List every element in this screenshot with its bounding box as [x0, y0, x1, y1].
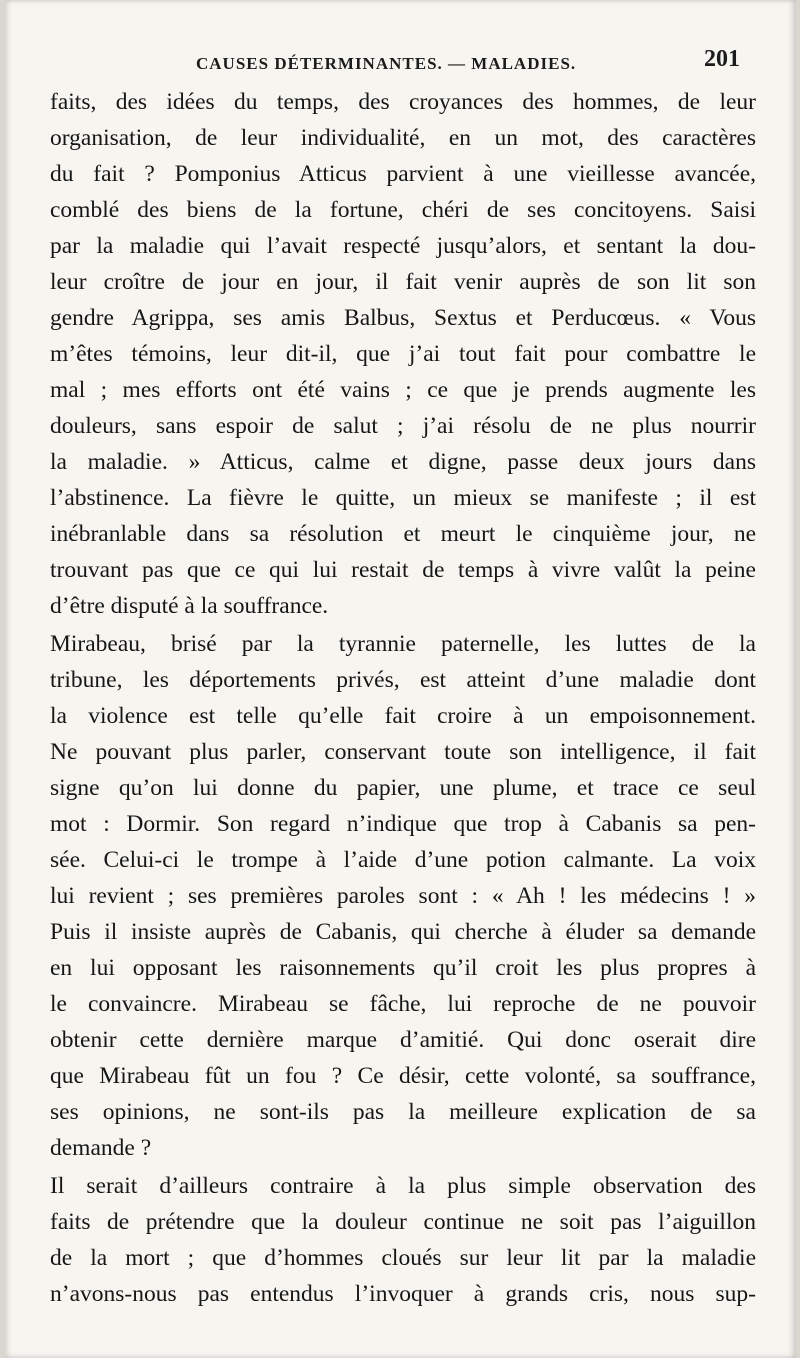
text-line: faits, des idées du temps, des croyances des hommes, de leur: [50, 89, 756, 115]
text-line: comblé des biens de la fortune, chéri de ses concitoyens. Saisi: [50, 197, 756, 223]
text-line: du fait ? Pomponius Atticus parvient à une vieillesse avancée,: [50, 161, 756, 187]
text-line: tribune, les déportements privés, est atteint d’une maladie dont: [50, 667, 756, 693]
text-line: leur croître de jour en jour, il fait venir auprès de son lit son: [50, 269, 756, 295]
text-line: lui revient ; ses premières paroles sont : « Ah ! les médecins ! »: [50, 883, 756, 909]
text-line: la violence est telle qu’elle fait croire à un empoisonnement.: [50, 703, 756, 729]
paragraph-3: [50, 1168, 756, 1312]
text-line: d’être disputé à la souffrance.: [50, 593, 329, 619]
text-line: en lui opposant les raisonnements qu’il croit les plus propres à: [50, 955, 756, 981]
page-number: 201: [704, 46, 740, 72]
text-line: que Mirabeau fût un fou ? Ce désir, cette volonté, sa souffrance,: [50, 1063, 756, 1089]
text-line: la maladie. » Atticus, calme et digne, passe deux jours dans: [50, 449, 756, 475]
text-line: Ne pouvant plus parler, conservant toute son intelligence, il fait: [50, 739, 756, 765]
page-header: [6, 46, 796, 86]
text-line: douleurs, sans espoir de salut ; j’ai résolu de ne plus nourrir: [50, 413, 756, 439]
text-line: Mirabeau, brisé par la tyrannie paternelle, les luttes de la: [50, 631, 756, 657]
text-line: par la maladie qui l’avait respecté jusqu’alors, et sentant la dou-: [50, 233, 756, 259]
text-line: gendre Agrippa, ses amis Balbus, Sextus et Perducœus. « Vous: [50, 305, 756, 331]
text-line: ses opinions, ne sont-ils pas la meilleure explication de sa: [50, 1099, 756, 1125]
text-line: organisation, de leur individualité, en un mot, des caractères: [50, 125, 756, 151]
paragraph-1: [50, 84, 756, 624]
text-line: obtenir cette dernière marque d’amitié. Qui donc oserait dire: [50, 1027, 756, 1053]
text-line: n’avons-nous pas entendus l’invoquer à grands cris, nous sup-: [50, 1281, 756, 1307]
paragraph-2: [50, 626, 756, 1166]
text-line: le convaincre. Mirabeau se fâche, lui reproche de ne pouvoir: [50, 991, 756, 1017]
running-head: CAUSES DÉTERMINANTES. — MALADIES.: [196, 54, 577, 73]
text-line: signe qu’on lui donne du papier, une plume, et trace ce seul: [50, 775, 756, 801]
book-page: [6, 0, 796, 1358]
text-line: mot : Dormir. Son regard n’indique que trop à Cabanis sa pen-: [50, 811, 756, 837]
text-line: sée. Celui-ci le trompe à l’aide d’une potion calmante. La voix: [50, 847, 756, 873]
text-line: inébranlable dans sa résolution et meurt le cinquième jour, ne: [50, 521, 756, 547]
text-line: l’abstinence. La fièvre le quitte, un mieux se manifeste ; il est: [50, 485, 756, 511]
text-line: de la mort ; que d’hommes cloués sur leur lit par la maladie: [50, 1245, 756, 1271]
body-text: [50, 84, 756, 1312]
text-line: mal ; mes efforts ont été vains ; ce que je prends augmente les: [50, 377, 756, 403]
text-line: faits de prétendre que la douleur continue ne soit pas l’aiguillon: [50, 1209, 756, 1235]
text-line: Puis il insiste auprès de Cabanis, qui cherche à éluder sa demande: [50, 919, 756, 945]
text-line: demande ?: [50, 1135, 152, 1161]
text-line: Il serait d’ailleurs contraire à la plus simple observation des: [50, 1173, 756, 1199]
text-line: trouvant pas que ce qui lui restait de temps à vivre valût la peine: [50, 557, 756, 583]
text-line: m’êtes témoins, leur dit-il, que j’ai tout fait pour combattre le: [50, 341, 756, 367]
